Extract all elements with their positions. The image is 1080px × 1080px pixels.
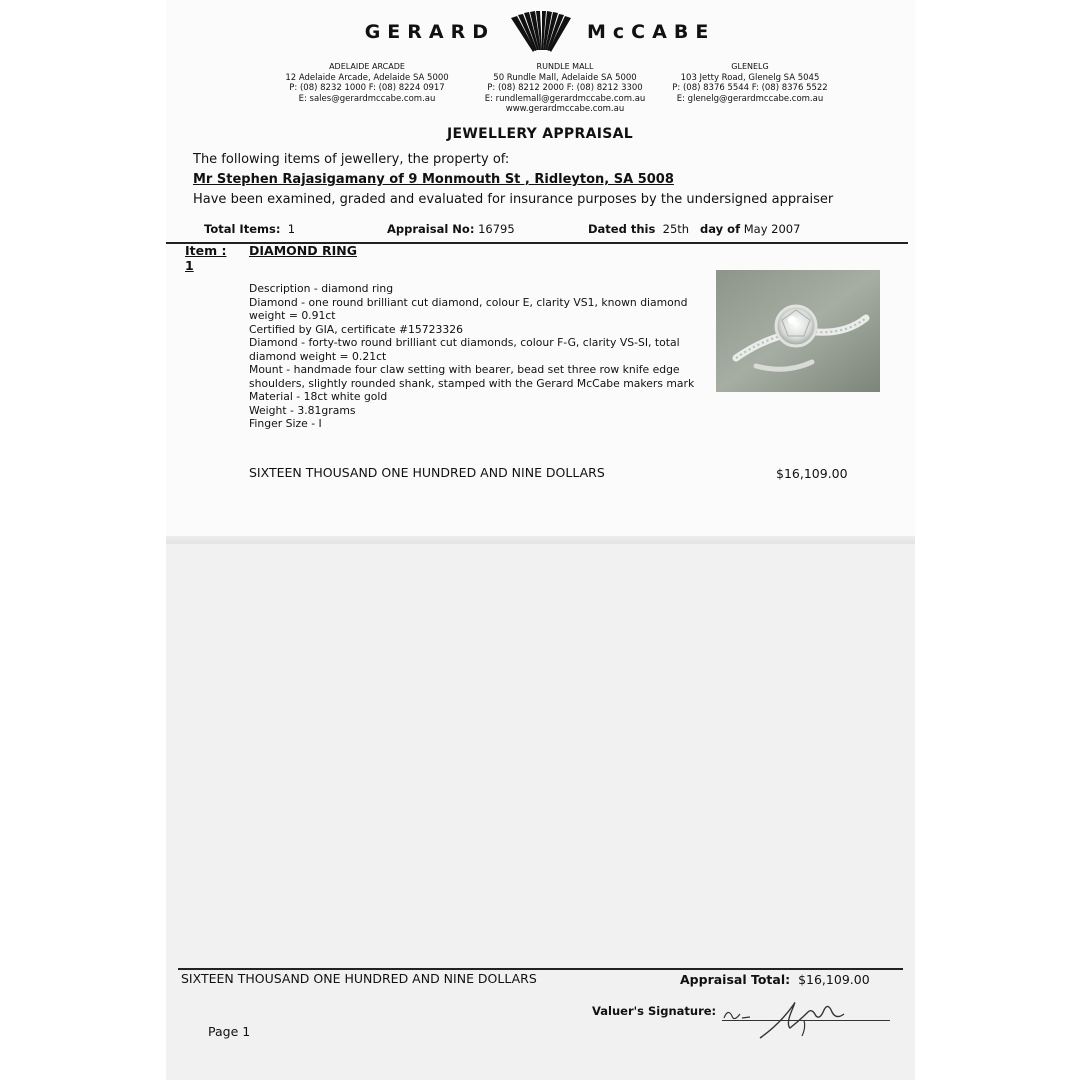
- branch-name: ADELAIDE ARCADE: [329, 62, 405, 71]
- item-value-amount: $16,109.00: [776, 466, 848, 481]
- ring-photo: [716, 270, 880, 392]
- total-value-words: SIXTEEN THOUSAND ONE HUNDRED AND NINE DOLLARS: [181, 971, 537, 986]
- branch-name: GLENELG: [731, 62, 769, 71]
- item-number: 1: [185, 258, 194, 273]
- branch-phone: P: (08) 8232 1000 F: (08) 8224 0917: [289, 83, 445, 93]
- description-line: Mount - handmade four claw setting with bearer, bead set three row knife edge shoulders, slightly rounded shank, stamped with the Gerard McCabe makers mark: [249, 363, 695, 390]
- dated-label: Dated this: [588, 222, 656, 236]
- description-line: Diamond - forty-two round brilliant cut diamonds, colour F-G, clarity VS-SI, total diamond weight = 0.21ct: [249, 336, 680, 363]
- appraisal-number: [387, 222, 515, 236]
- total-items: [204, 222, 295, 236]
- handwritten-signature: [720, 990, 860, 1045]
- branch-address: 50 Rundle Mall, Adelaide SA 5000: [493, 72, 637, 83]
- description-line: Finger Size - I: [249, 417, 322, 430]
- total-items-value: 1: [287, 222, 296, 236]
- intro-text: The following items of jewellery, the property of:: [193, 152, 510, 167]
- branch-phone: P: (08) 8376 5544 F: (08) 8376 5522: [672, 83, 828, 93]
- appraisal-no-label: Appraisal No:: [387, 222, 475, 236]
- description-line: Description - diamond ring: [249, 282, 394, 295]
- branch-glenelg: [660, 62, 840, 104]
- description-line: Weight - 3.81grams: [249, 403, 356, 417]
- valuer-signature-label: Valuer's Signature:: [592, 1004, 717, 1018]
- owner-line: Mr Stephen Rajasigamany of 9 Monmouth St , Ridleyton, SA 5008: [193, 172, 674, 187]
- purpose-text: Have been examined, graded and evaluated for insurance purposes by the undersigned appraiser: [193, 192, 834, 207]
- appraisal-total-label: Appraisal Total:: [680, 972, 791, 987]
- appraisal-no-value: 16795: [478, 222, 515, 236]
- total-items-label: Total Items:: [204, 222, 281, 236]
- item-value-words: SIXTEEN THOUSAND ONE HUNDRED AND NINE DOLLARS: [249, 465, 605, 480]
- item-title: DIAMOND RING: [249, 243, 357, 258]
- letterhead: [0, 10, 1080, 54]
- branch-rundle-mall: [470, 62, 660, 115]
- brand-name-left: GERARD: [364, 21, 496, 43]
- website: www.gerardmccabe.com.au: [505, 104, 625, 114]
- appraisal-total-value: $16,109.00: [798, 972, 870, 987]
- description-line: Diamond - one round brilliant cut diamond, colour E, clarity VS1, known diamond weight = 0.91ct: [249, 295, 688, 322]
- appraisal-total: [680, 972, 870, 987]
- branch-email: E: sales@gerardmccabe.com.au: [298, 93, 436, 104]
- fan-logo-icon: [509, 10, 573, 54]
- description-line: Material - 18ct white gold: [249, 390, 388, 403]
- branch-email: E: rundlemall@gerardmccabe.com.au: [484, 93, 646, 104]
- appraisal-date: [588, 222, 800, 236]
- branch-email: E: glenelg@gerardmccabe.com.au: [676, 93, 824, 104]
- brand-name-right: McCABE: [587, 21, 716, 43]
- item-label: Item :: [185, 243, 227, 258]
- branch-adelaide-arcade: [272, 62, 462, 104]
- paper-fold: [166, 536, 915, 544]
- branch-address: 103 Jetty Road, Glenelg SA 5045: [680, 72, 820, 83]
- item-description: [249, 282, 709, 431]
- document-title: JEWELLERY APPRAISAL: [447, 126, 633, 142]
- branch-name: RUNDLE MALL: [536, 62, 594, 71]
- divider: [178, 968, 903, 970]
- description-line: Certified by GIA, certificate #15723326: [249, 322, 463, 336]
- dated-month-year: May 2007: [743, 222, 801, 236]
- branch-phone: P: (08) 8212 2000 F: (08) 8212 3300: [487, 83, 643, 93]
- page-number: Page 1: [208, 1024, 251, 1039]
- branch-address: 12 Adelaide Arcade, Adelaide SA 5000: [285, 72, 449, 83]
- day-of-label: day of: [700, 222, 741, 236]
- dated-day: 25th: [662, 222, 690, 236]
